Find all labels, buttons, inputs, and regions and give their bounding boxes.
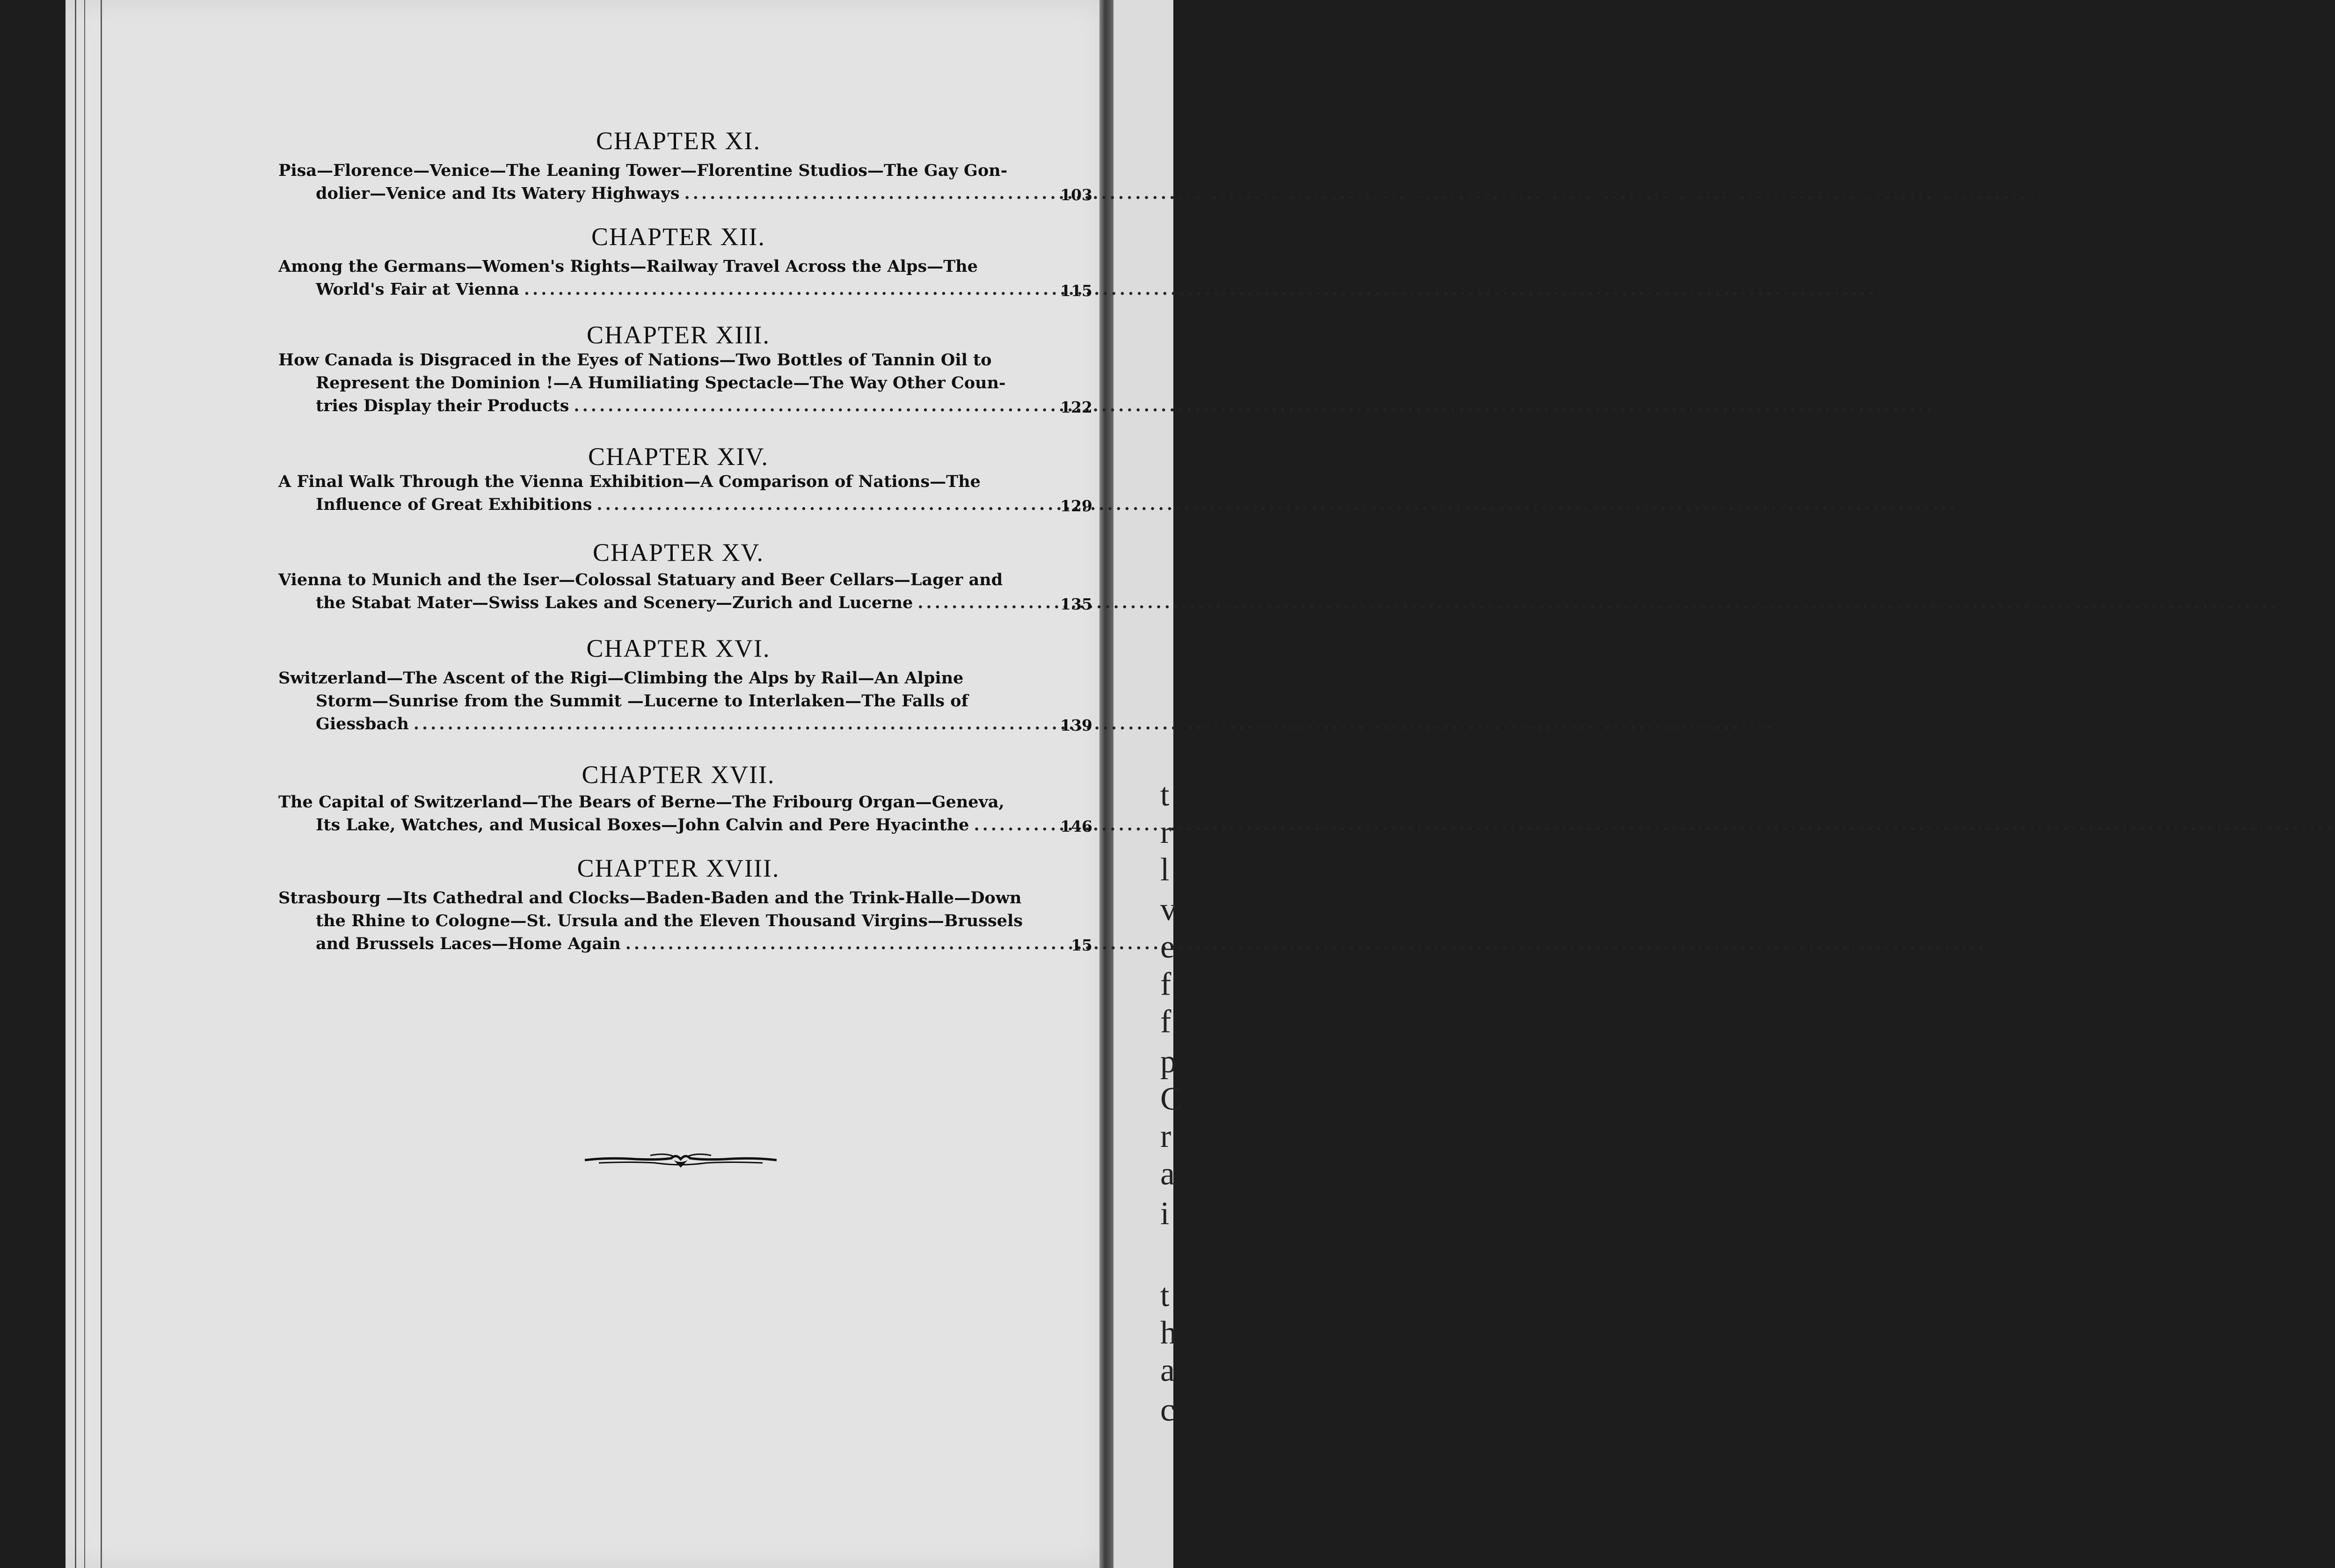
summary-line: and Brussels Laces—Home Again: [316, 934, 621, 953]
facing-page-letter: a: [1160, 1156, 1175, 1192]
chapter-heading: CHAPTER XII.: [591, 223, 765, 251]
dot-leader: [574, 394, 1935, 417]
chapter-heading: CHAPTER XI.: [596, 127, 761, 155]
page-number: 146: [1060, 817, 1092, 835]
facing-page-letter: t: [1160, 777, 1170, 813]
summary-line: Vienna to Munich and the Iser—Colossal Statuary and Beer Cellars—Lager and: [278, 570, 1003, 589]
summary-line: dolier—Venice and Its Watery Highways: [316, 184, 680, 203]
facing-page-letter: h: [1160, 1315, 1177, 1351]
facing-page-letter: c: [1160, 1392, 1175, 1428]
facing-page-letter: f: [1160, 966, 1171, 1002]
chapter-heading: CHAPTER XVII.: [582, 761, 775, 789]
chapter-heading: CHAPTER XVIII.: [577, 854, 780, 882]
summary-line: How Canada is Disgraced in the Eyes of Nations—Two Bottles of Tannin Oil to: [278, 350, 992, 370]
summary-line: Storm—Sunrise from the Summit —Lucerne to Interlaken—The Falls of: [316, 691, 968, 711]
dot-leader: [414, 712, 1775, 735]
facing-page-letter: l: [1160, 852, 1170, 888]
chapter-summary: [278, 568, 1095, 614]
chapter-heading: CHAPTER XVI.: [586, 634, 771, 662]
summary-last-line: [278, 182, 1095, 205]
summary-line: the Rhine to Cologne—St. Ursula and the Eleven Thousand Virgins—Brussels: [316, 911, 1023, 930]
facing-page-letter: i: [1160, 1196, 1170, 1232]
summary-line: Switzerland—The Ascent of the Rigi—Climbing the Alps by Rail—An Alpine: [278, 668, 964, 688]
summary-last-line: [278, 591, 1095, 614]
facing-page-letter: p: [1160, 1044, 1177, 1080]
summary-line: Its Lake, Watches, and Musical Boxes—John Calvin and Pere Hyacinthe: [316, 815, 969, 835]
chapter-heading: CHAPTER XIV.: [588, 443, 769, 471]
summary-line: A Final Walk Through the Vienna Exhibition—A Comparison of Nations—The: [278, 472, 981, 491]
summary-last-line: [278, 712, 1095, 735]
summary-last-line: [278, 932, 1095, 955]
chapter-summary: [278, 791, 1095, 836]
chapter-summary: [278, 886, 1095, 955]
page-number: 122: [1060, 398, 1092, 416]
chapter-summary: [278, 667, 1095, 735]
summary-line: World's Fair at Vienna: [316, 280, 519, 299]
page-number: 135: [1060, 595, 1092, 613]
summary-line: Strasbourg —Its Cathedral and Clocks—Baden-Baden and the Trink-Halle—Down: [278, 888, 1022, 907]
dot-leader: [684, 182, 2046, 205]
summary-line: The Capital of Switzerland—The Bears of Berne—The Fribourg Organ—Geneva,: [278, 792, 1004, 812]
facing-page-letter: v: [1160, 892, 1177, 928]
summary-line: Pisa—Florence—Venice—The Leaning Tower—Florentine Studios—The Gay Gon-: [278, 161, 1008, 180]
dot-leader: [626, 932, 1987, 955]
chapter-heading: CHAPTER XIII.: [587, 321, 770, 349]
facing-page-letter: e: [1160, 929, 1175, 965]
chapter-summary: [278, 348, 1095, 417]
page-number: 129: [1060, 497, 1092, 515]
facing-page-letter: r: [1160, 1118, 1171, 1154]
page-number: 103: [1060, 186, 1092, 204]
page-number: 15: [1071, 936, 1092, 954]
facing-page-letter: a: [1160, 1352, 1175, 1388]
dot-leader: [524, 278, 1885, 301]
facing-page-letter: r: [1160, 814, 1171, 850]
summary-last-line: [278, 813, 1095, 836]
summary-line: Giessbach: [316, 714, 409, 733]
dot-leader: [596, 493, 1958, 516]
summary-last-line: [278, 493, 1095, 516]
facing-page-letter: t: [1160, 1278, 1170, 1314]
dot-leader: [974, 813, 2335, 836]
chapter-summary: [278, 255, 1095, 301]
summary-last-line: [278, 394, 1095, 417]
chapter-heading: CHAPTER XV.: [592, 538, 764, 566]
facing-page-letter: C: [1160, 1081, 1182, 1117]
dot-leader: [917, 591, 2279, 614]
page-number: 139: [1060, 716, 1092, 734]
page-number: 115: [1060, 282, 1092, 300]
summary-line: Influence of Great Exhibitions: [316, 495, 592, 514]
summary-line: tries Display their Products: [316, 396, 569, 415]
summary-last-line: [278, 278, 1095, 301]
summary-line: the Stabat Mater—Swiss Lakes and Scenery—Zurich and Lucerne: [316, 593, 913, 612]
ornament-divider: [580, 1146, 781, 1174]
summary-line: Represent the Dominion !—A Humiliating Spectacle—The Way Other Coun-: [316, 373, 1006, 392]
facing-page-letter: f: [1160, 1004, 1171, 1040]
chapter-summary: [278, 470, 1095, 516]
chapter-summary: [278, 159, 1095, 205]
summary-line: Among the Germans—Women's Rights—Railway Travel Across the Alps—The: [278, 257, 978, 276]
